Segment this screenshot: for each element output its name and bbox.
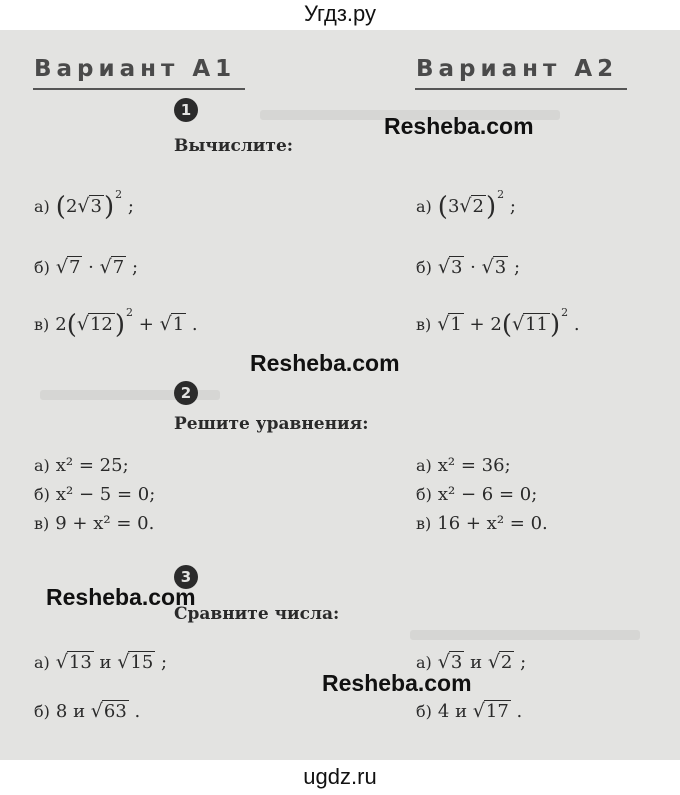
task-3-v2-a: а) √3 и √2 ; xyxy=(416,651,527,673)
task-3-v2-b: б) 4 и √17 . xyxy=(416,700,523,722)
variant-a1-title: Вариант А1 xyxy=(34,56,237,82)
task-3-v1-a: а) √13 и √15 ; xyxy=(34,651,168,673)
task-1-v2-a: а) $(3√2)^2$ ; xyxy=(416,188,516,222)
task-2-v1-a: а) x² = 25; xyxy=(34,455,129,476)
task-2-number: 2 xyxy=(174,381,198,405)
task-1-v1-b: б) √7 · √7 ; xyxy=(34,256,139,278)
variant-a2-underline xyxy=(415,88,627,90)
watermark: Resheba.com xyxy=(46,584,196,610)
watermark: Resheba.com xyxy=(250,350,400,376)
task-1-v2-b: б) √3 · √3 ; xyxy=(416,256,521,278)
task-3-heading: Сравните числа: xyxy=(174,604,340,624)
task-2-v1-c: в) 9 + x² = 0. xyxy=(34,513,155,534)
watermark: Resheba.com xyxy=(322,670,472,696)
site-title-top: Угдз.ру xyxy=(303,1,377,26)
task-1-number: 1 xyxy=(174,98,198,122)
task-2-heading: Решите уравнения: xyxy=(174,414,369,434)
task-2-v2-b: б) x² − 6 = 0; xyxy=(416,484,538,505)
variant-a2-title: Вариант А2 xyxy=(416,56,619,82)
task-2-v2-c: в) 16 + x² = 0. xyxy=(416,513,548,534)
watermark: Resheba.com xyxy=(384,113,534,139)
task-3-v1-b: б) 8 и √63 . xyxy=(34,700,141,722)
task-2-v2-a: а) x² = 36; xyxy=(416,455,511,476)
variant-a1-underline xyxy=(33,88,245,90)
task-1-heading: Вычислите: xyxy=(174,136,294,156)
task-1-v1-a: а) $(2√3)^2$ ; xyxy=(34,188,134,222)
task-2-v1-b: б) x² − 5 = 0; xyxy=(34,484,156,505)
task-1-v2-c: в) $√1 + 2(√11)^2$ . xyxy=(416,306,580,340)
task-3-number: 3 xyxy=(174,565,198,589)
site-title-bottom: ugdz.ru xyxy=(303,764,377,789)
bleed-through xyxy=(410,630,640,640)
task-1-v1-c: в) $2(√12)^2 + √1$ . xyxy=(34,306,198,340)
